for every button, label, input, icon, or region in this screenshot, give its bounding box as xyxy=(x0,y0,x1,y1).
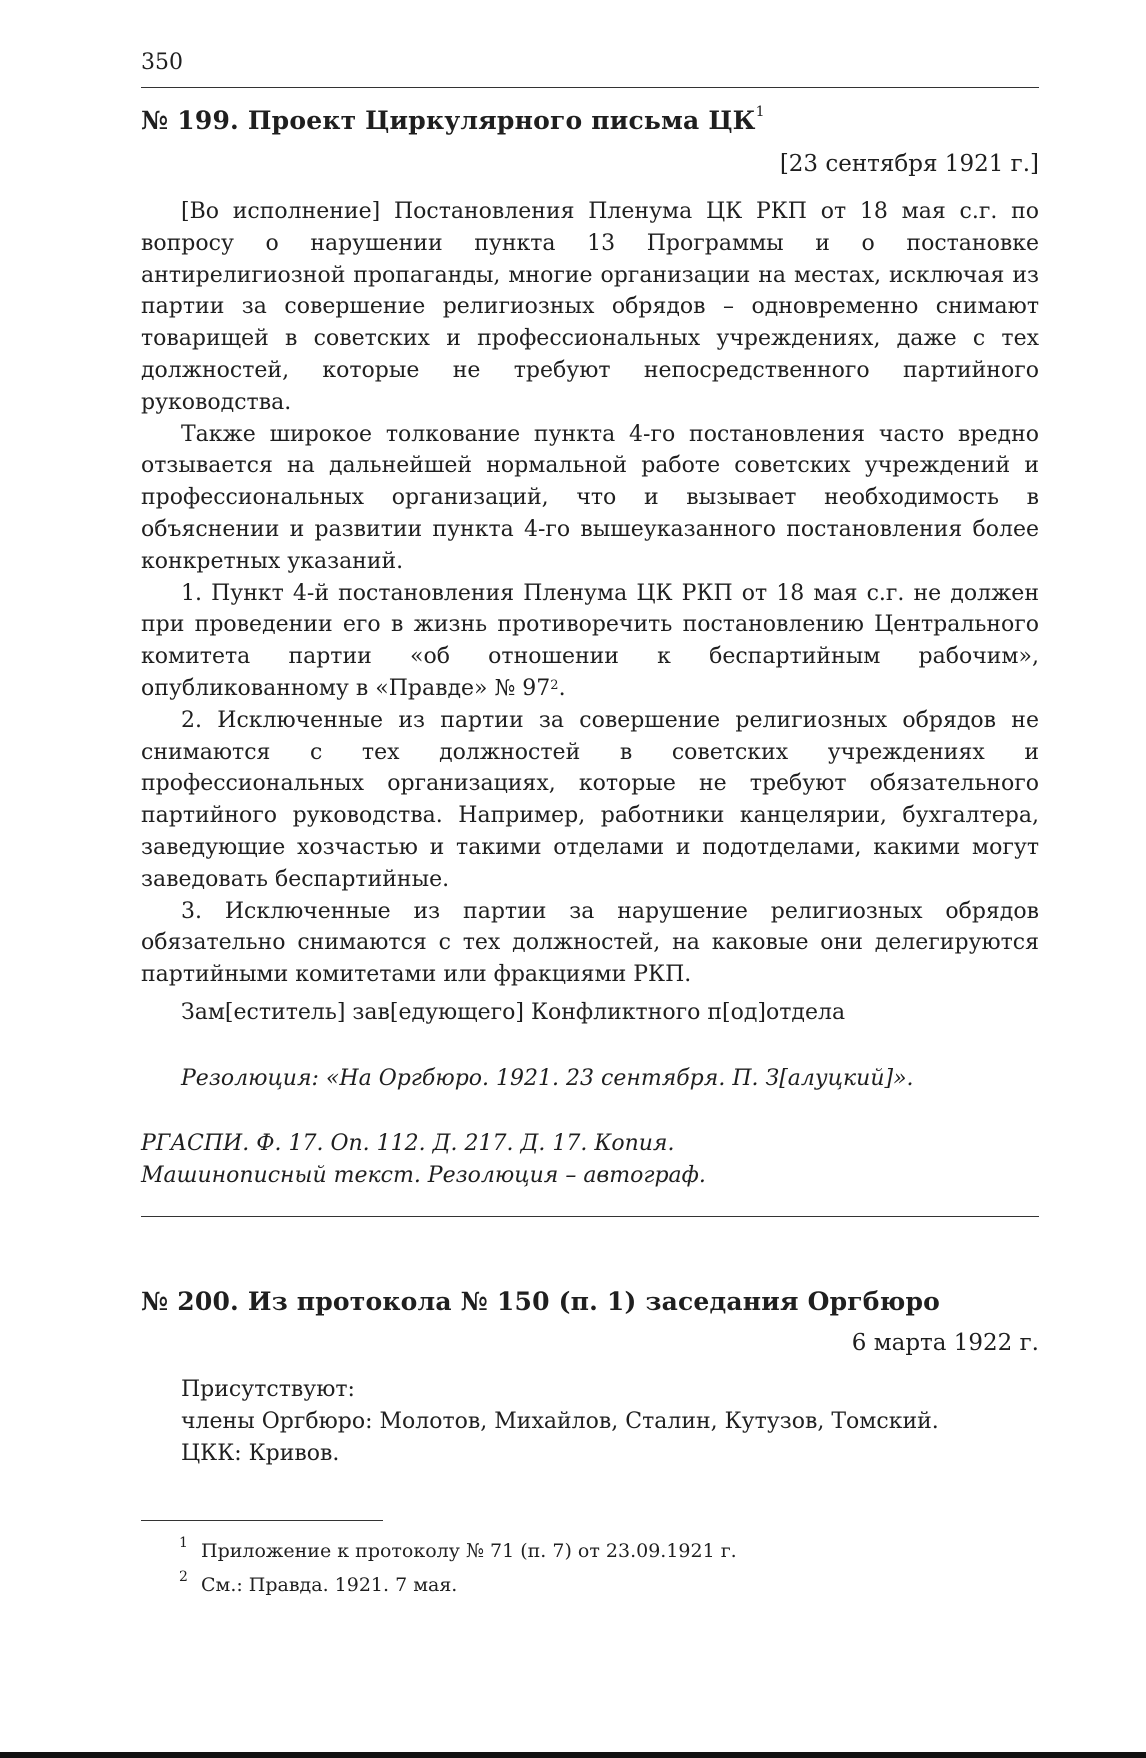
document-199-title-text: № 199. Проект Циркулярного письма ЦК xyxy=(141,106,756,135)
footnote-text: См.: Правда. 1921. 7 мая. xyxy=(201,1574,458,1596)
paragraph: Также широкое толкование пункта 4-го постановления часто вредно отзывается на дальнейшей нормальной работе советских учреждений и профессиональных организаций, что и вызывает необходимость в объяснении и развитии пункта 4-го вышеуказанного постановления более конкретных указаний. xyxy=(141,421,1039,574)
document-199-date: [23 сентября 1921 г.] xyxy=(779,151,1039,177)
signature-line: Зам[еститель] зав[едующего] Конфликтного п[од]отдела xyxy=(181,1000,846,1025)
attendance-block xyxy=(181,1374,939,1470)
list-item-end: . xyxy=(558,675,566,701)
attendance-label: Присутствуют: xyxy=(181,1377,355,1402)
archive-source xyxy=(141,1128,706,1192)
footnote-text: Приложение к протоколу № 71 (п. 7) от 23.09.1921 г. xyxy=(201,1540,737,1562)
footnote-rule xyxy=(141,1520,383,1521)
footnote-number: 1 xyxy=(179,1535,188,1551)
list-item xyxy=(141,578,1039,705)
resolution-line: Резолюция: «На Оргбюро. 1921. 23 сентября. П. З[алуцкий]». xyxy=(181,1066,914,1091)
archive-source-line: Машинописный текст. Резолюция – автограф. xyxy=(141,1163,706,1188)
paragraph: [Во исполнение] Постановления Пленума ЦК РКП от 18 мая с.г. по вопросу о нарушении пункта 13 Программы и о постановке антирелигиозной пропаганды, многие организации на местах, исключая из партии за совершение религиозных обрядов – одновременно снимают товарищей в советских и профессиональных учреждениях, даже с тех должностей, которые не требуют непосредственного партийного руководства. xyxy=(141,199,1039,415)
document-199-title xyxy=(141,106,765,135)
attendance-members: члены Оргбюро: Молотов, Михайлов, Сталин, Кутузов, Томский. xyxy=(181,1409,939,1434)
attendance-ckk: ЦКК: Кривов. xyxy=(181,1441,340,1466)
section-divider xyxy=(141,1216,1039,1217)
list-item-text: 1. Пункт 4-й постановления Пленума ЦК РКП от 18 мая с.г. не должен при проведении его в жизнь противоречить постановлению Центрального комитета партии «об отношении к беспартийным рабочим», опубликованному в «Правде» № 97 xyxy=(141,580,1039,701)
footnote-ref-1: 1 xyxy=(755,104,765,120)
archive-source-line: РГАСПИ. Ф. 17. Оп. 112. Д. 217. Д. 17. Копия. xyxy=(141,1131,675,1156)
page-number: 350 xyxy=(141,50,183,75)
list-item: 3. Исключенные из партии за нарушение религиозных обрядов обязательно снимаются с тех должностей, на каковые они делегируются партийными комитетами или фракциями РКП. xyxy=(141,898,1039,988)
footnote-number: 2 xyxy=(179,1569,188,1585)
scan-bottom-edge xyxy=(0,1752,1146,1758)
header-rule xyxy=(141,87,1039,88)
document-199-body xyxy=(141,196,1039,991)
document-200-date: 6 марта 1922 г. xyxy=(851,1330,1039,1356)
list-item: 2. Исключенные из партии за совершение религиозных обрядов не снимаются с тех должностей в советских учреждениях и профессиональных организациях, которые не требуют обязательного партийного руководства. Например, работники канцелярии, бухгалтера, заведующие хозчастью и такими отделами и подотделами, какими могут заведовать беспартийные. xyxy=(141,707,1039,892)
footnote-ref-2: 2 xyxy=(550,677,559,693)
document-200-title: № 200. Из протокола № 150 (п. 1) заседания Оргбюро xyxy=(141,1287,941,1316)
